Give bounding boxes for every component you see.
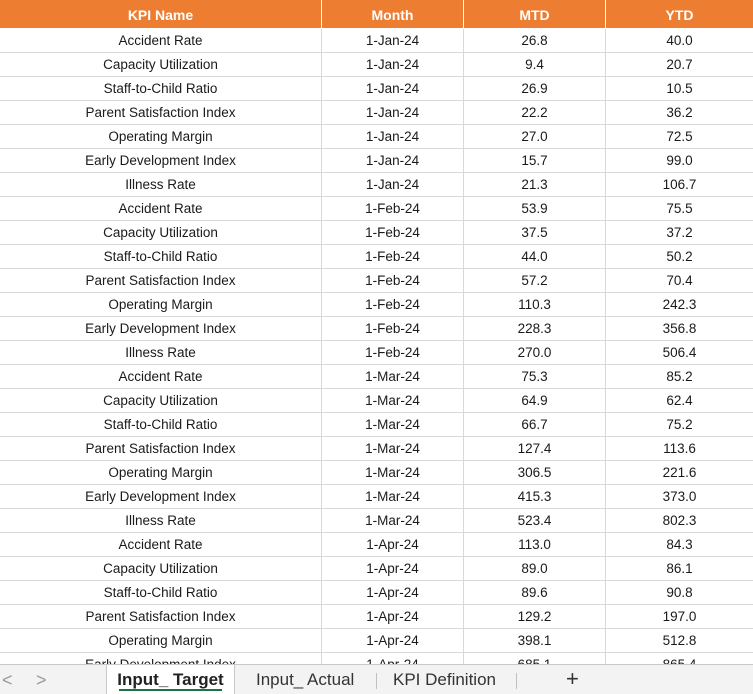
scroll-tabs-right-icon[interactable]: > (36, 670, 47, 690)
column-header-month[interactable]: Month (322, 0, 464, 28)
mtd-cell[interactable]: 64.9 (464, 389, 606, 412)
table-row (0, 197, 753, 221)
table-row (0, 389, 753, 413)
tab-label: Input_ Actual (256, 669, 355, 689)
ytd-cell[interactable]: 50.2 (666, 249, 693, 264)
ytd-cell[interactable]: 62.4 (666, 393, 693, 408)
table-row (0, 221, 753, 245)
table-row (0, 125, 753, 149)
kpi-name-cell[interactable]: Capacity Utilization (0, 389, 322, 412)
mtd-cell[interactable]: 306.5 (464, 461, 606, 484)
table-row (0, 173, 753, 197)
mtd-cell[interactable]: 89.0 (464, 557, 606, 580)
ytd-cell[interactable]: 70.4 (666, 273, 693, 288)
mtd-cell[interactable]: 228.3 (464, 317, 606, 340)
mtd-cell[interactable]: 15.7 (464, 149, 606, 172)
mtd-cell[interactable]: 127.4 (464, 437, 606, 460)
table-row (0, 485, 753, 509)
tab-separator (376, 673, 377, 689)
mtd-cell[interactable]: 270.0 (464, 341, 606, 364)
table-row (0, 53, 753, 77)
kpi-name-cell[interactable]: Staff-to-Child Ratio (0, 581, 322, 604)
month-cell[interactable]: 1-Mar-24 (322, 437, 464, 460)
month-cell[interactable]: 1-Mar-24 (322, 413, 464, 436)
table-row (0, 509, 753, 533)
table-row (0, 77, 753, 101)
mtd-cell[interactable]: 75.3 (464, 365, 606, 388)
kpi-name-cell[interactable]: Operating Margin (0, 125, 322, 148)
tab-input-target[interactable] (106, 665, 235, 694)
month-cell[interactable]: 1-Mar-24 (322, 389, 464, 412)
ytd-cell[interactable]: 36.2 (666, 105, 693, 120)
table-row (0, 413, 753, 437)
ytd-cell[interactable]: 106.7 (662, 177, 697, 192)
mtd-cell[interactable]: 110.3 (464, 293, 606, 316)
mtd-cell[interactable]: 26.9 (464, 77, 606, 100)
kpi-name-cell[interactable]: Capacity Utilization (0, 53, 322, 76)
kpi-name-cell[interactable]: Parent Satisfaction Index (0, 605, 322, 628)
ytd-cell[interactable]: 75.2 (666, 417, 693, 432)
ytd-cell[interactable]: 373.0 (662, 489, 697, 504)
table-row (0, 557, 753, 581)
month-cell[interactable]: 1-Mar-24 (322, 485, 464, 508)
mtd-cell[interactable]: 415.3 (464, 485, 606, 508)
table-row (0, 317, 753, 341)
mtd-cell[interactable]: 523.4 (464, 509, 606, 532)
column-header-ytd[interactable]: YTD (665, 7, 694, 23)
mtd-cell[interactable]: 113.0 (464, 533, 606, 556)
month-cell[interactable]: 1-Jan-24 (322, 29, 464, 52)
kpi-name-cell[interactable]: Capacity Utilization (0, 557, 322, 580)
kpi-name-cell[interactable]: Illness Rate (0, 341, 322, 364)
ytd-cell[interactable]: 40.0 (666, 33, 693, 48)
month-cell[interactable]: 1-Feb-24 (322, 221, 464, 244)
month-cell[interactable]: 1-Feb-24 (322, 341, 464, 364)
column-header-mtd[interactable]: MTD (464, 0, 606, 28)
kpi-name-cell[interactable]: Operating Margin (0, 629, 322, 652)
month-cell[interactable]: 1-Jan-24 (322, 125, 464, 148)
month-cell[interactable]: 1-Apr-24 (322, 533, 464, 556)
ytd-cell[interactable]: 802.3 (662, 513, 697, 528)
month-cell[interactable]: 1-Apr-24 (322, 605, 464, 628)
mtd-cell[interactable]: 26.8 (464, 29, 606, 52)
kpi-name-cell[interactable]: Early Development Index (0, 317, 322, 340)
mtd-cell[interactable]: 21.3 (464, 173, 606, 196)
table-row (0, 245, 753, 269)
mtd-cell[interactable]: 129.2 (464, 605, 606, 628)
tab-label: KPI Definition (393, 669, 496, 689)
mtd-cell[interactable]: 398.1 (464, 629, 606, 652)
add-sheet-icon[interactable]: + (566, 666, 579, 691)
month-cell[interactable]: 1-Feb-24 (322, 269, 464, 292)
ytd-cell[interactable]: 75.5 (666, 201, 693, 216)
ytd-cell[interactable]: 242.3 (662, 297, 697, 312)
table-body (0, 29, 753, 677)
mtd-cell[interactable]: 44.0 (464, 245, 606, 268)
tab-kpi-definition[interactable] (393, 665, 496, 694)
month-cell[interactable]: 1-Jan-24 (322, 149, 464, 172)
table-row (0, 629, 753, 653)
month-cell[interactable]: 1-Jan-24 (322, 173, 464, 196)
mtd-cell[interactable]: 57.2 (464, 269, 606, 292)
mtd-cell[interactable]: 9.4 (464, 53, 606, 76)
tab-input-actual[interactable] (256, 665, 354, 694)
month-cell[interactable]: 1-Apr-24 (322, 581, 464, 604)
header-row (0, 0, 753, 29)
kpi-name-cell[interactable]: Accident Rate (0, 365, 322, 388)
month-cell[interactable]: 1-Mar-24 (322, 461, 464, 484)
sheet-tab-bar (0, 664, 753, 694)
ytd-cell[interactable]: 72.5 (666, 129, 693, 144)
table-row (0, 605, 753, 629)
scroll-tabs-left-icon[interactable]: < (2, 670, 13, 690)
tab-label: Input_ Target (117, 669, 224, 689)
kpi-name-cell[interactable]: Staff-to-Child Ratio (0, 245, 322, 268)
ytd-cell[interactable]: 86.1 (666, 561, 693, 576)
mtd-cell[interactable]: 37.5 (464, 221, 606, 244)
month-cell[interactable]: 1-Feb-24 (322, 245, 464, 268)
mtd-cell[interactable]: 66.7 (464, 413, 606, 436)
month-cell[interactable]: 1-Mar-24 (322, 365, 464, 388)
mtd-cell[interactable]: 27.0 (464, 125, 606, 148)
month-cell[interactable]: 1-Apr-24 (322, 557, 464, 580)
ytd-cell[interactable]: 506.4 (662, 345, 697, 360)
kpi-name-cell[interactable]: Parent Satisfaction Index (0, 269, 322, 292)
kpi-name-cell[interactable]: Accident Rate (0, 533, 322, 556)
kpi-name-cell[interactable]: Operating Margin (0, 461, 322, 484)
month-cell[interactable]: 1-Feb-24 (322, 317, 464, 340)
kpi-name-cell[interactable]: Capacity Utilization (0, 221, 322, 244)
mtd-cell[interactable]: 22.2 (464, 101, 606, 124)
kpi-name-cell[interactable]: Staff-to-Child Ratio (0, 413, 322, 436)
kpi-name-cell[interactable]: Parent Satisfaction Index (0, 437, 322, 460)
table-row (0, 149, 753, 173)
kpi-name-cell[interactable]: Staff-to-Child Ratio (0, 77, 322, 100)
table-row (0, 533, 753, 557)
table-row (0, 437, 753, 461)
month-cell[interactable]: 1-Apr-24 (322, 629, 464, 652)
ytd-cell[interactable]: 90.8 (666, 585, 693, 600)
ytd-cell[interactable]: 197.0 (662, 609, 697, 624)
ytd-cell[interactable]: 113.6 (663, 441, 696, 456)
mtd-cell[interactable]: 89.6 (464, 581, 606, 604)
table-row (0, 101, 753, 125)
table-row (0, 581, 753, 605)
table-row (0, 269, 753, 293)
kpi-name-cell[interactable]: Early Development Index (0, 485, 322, 508)
active-tab-indicator (119, 689, 222, 691)
table-row (0, 341, 753, 365)
ytd-cell[interactable]: 99.0 (666, 153, 693, 168)
tab-separator (516, 673, 517, 689)
ytd-cell[interactable]: 37.2 (666, 225, 693, 240)
mtd-cell[interactable]: 53.9 (464, 197, 606, 220)
month-cell[interactable]: 1-Mar-24 (322, 509, 464, 532)
ytd-cell[interactable]: 356.8 (662, 321, 697, 336)
table-row (0, 29, 753, 53)
month-cell[interactable]: 1-Jan-24 (322, 77, 464, 100)
column-header-kpi-name[interactable]: KPI Name (0, 0, 322, 28)
kpi-name-cell[interactable]: Accident Rate (0, 197, 322, 220)
ytd-cell[interactable]: 221.6 (662, 465, 697, 480)
month-cell[interactable]: 1-Feb-24 (322, 293, 464, 316)
kpi-name-cell[interactable]: Illness Rate (0, 173, 322, 196)
kpi-name-cell[interactable]: Operating Margin (0, 293, 322, 316)
ytd-cell[interactable]: 10.5 (666, 81, 693, 96)
month-cell[interactable]: 1-Feb-24 (322, 197, 464, 220)
month-cell[interactable]: 1-Jan-24 (322, 101, 464, 124)
kpi-name-cell[interactable]: Parent Satisfaction Index (0, 101, 322, 124)
table-row (0, 293, 753, 317)
ytd-cell[interactable]: 85.2 (666, 369, 693, 384)
ytd-cell[interactable]: 512.8 (662, 633, 697, 648)
table-row (0, 365, 753, 389)
kpi-name-cell[interactable]: Early Development Index (0, 149, 322, 172)
ytd-cell[interactable]: 84.3 (666, 537, 693, 552)
kpi-name-cell[interactable]: Accident Rate (0, 29, 322, 52)
month-cell[interactable]: 1-Jan-24 (322, 53, 464, 76)
ytd-cell[interactable]: 20.7 (666, 57, 693, 72)
table-row (0, 461, 753, 485)
kpi-name-cell[interactable]: Illness Rate (0, 509, 322, 532)
